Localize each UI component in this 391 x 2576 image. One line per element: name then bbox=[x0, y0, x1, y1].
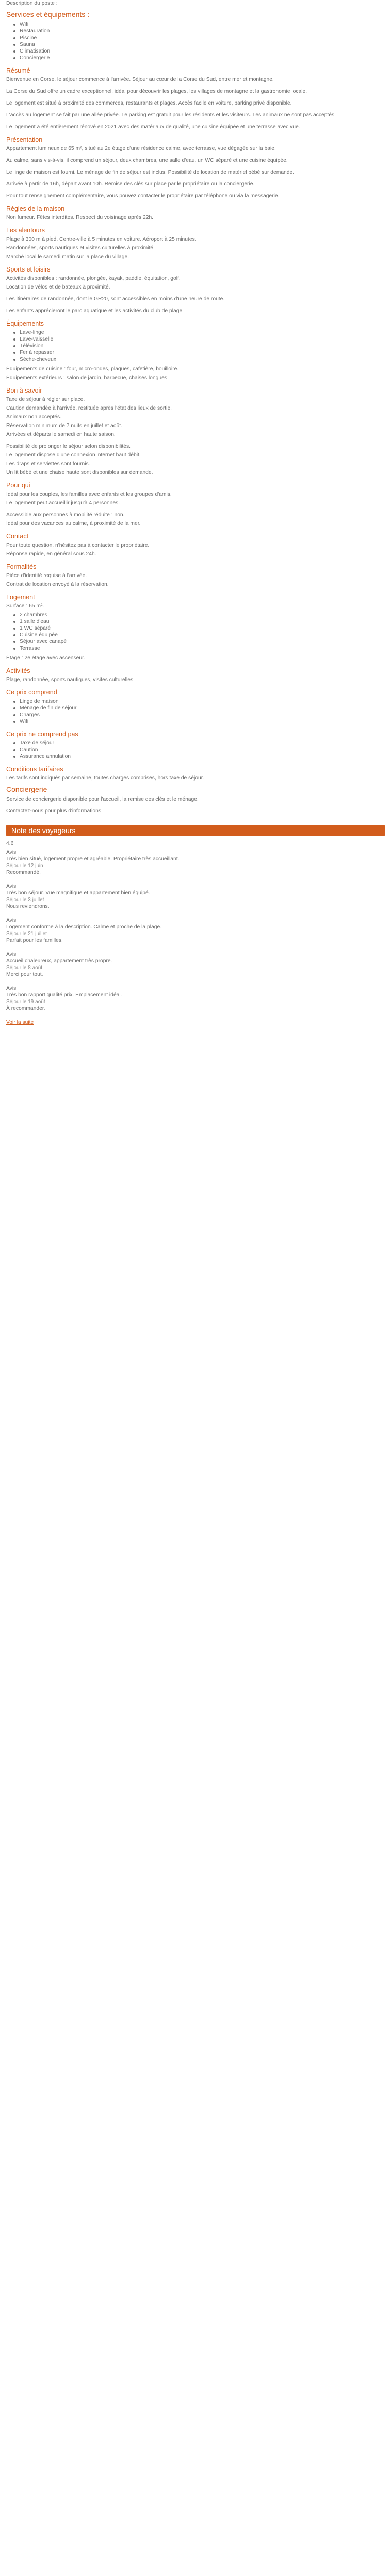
paragraph: Équipements extérieurs : salon de jardin, barbecue, chaises longues. bbox=[6, 375, 169, 381]
paragraph: Un lit bébé et une chaise haute sont disponibles sur demande. bbox=[6, 470, 153, 476]
review-date: Séjour le 8 août bbox=[6, 965, 43, 971]
paragraph: Taxe de séjour à régler sur place. bbox=[6, 397, 85, 402]
list-item: Linge de maison bbox=[13, 698, 385, 705]
ceprix-list bbox=[13, 698, 385, 725]
services-title: Services et équipements : bbox=[6, 10, 90, 19]
review-type: Avis bbox=[6, 918, 17, 923]
list-item: Restauration bbox=[13, 28, 385, 35]
list-item: 1 salle d'eau bbox=[13, 618, 385, 625]
paragraph: Le logement dispose d'une connexion internet haut débit. bbox=[6, 452, 141, 458]
paragraph: Service de conciergerie disponible pour l'accueil, la remise des clés et le ménage. bbox=[6, 796, 199, 802]
paragraph: L'accès au logement se fait par une allée privée. Le parking est gratuit pour les résidents et les visiteurs. Les animaux ne sont pas acceptés. bbox=[6, 112, 336, 118]
review-type: Avis bbox=[6, 952, 17, 957]
paragraph: Arrivée à partir de 16h, départ avant 10h. Remise des clés sur place par le propriétaire ou la conciergerie. bbox=[6, 181, 255, 187]
review-text: Accueil chaleureux, appartement très propre. bbox=[6, 958, 112, 964]
paragraph: Non fumeur. Fêtes interdites. Respect du voisinage après 22h. bbox=[6, 215, 154, 221]
paragraph: Le logement peut accueillir jusqu'à 4 personnes. bbox=[6, 500, 120, 506]
paragraph: Le logement est situé à proximité des commerces, restaurants et plages. Accès facile en voiture, parking privé disponible. bbox=[6, 100, 292, 106]
surroundings-title: Les alentours bbox=[6, 227, 45, 234]
list-item: Caution bbox=[13, 747, 385, 753]
review-type: Avis bbox=[6, 850, 17, 855]
conciergerie-title: Conciergerie bbox=[6, 785, 47, 793]
pourquoi-title: Pour qui bbox=[6, 482, 30, 489]
review-date: Séjour le 3 juillet bbox=[6, 897, 44, 903]
paragraph: Surface : 65 m². bbox=[6, 603, 44, 609]
page-content bbox=[6, 0, 385, 1026]
paragraph: Les itinéraires de randonnée, dont le GR20, sont accessibles en moins d'une heure de route. bbox=[6, 296, 225, 302]
non-compris-list bbox=[13, 740, 385, 760]
review-item bbox=[6, 883, 385, 910]
list-item: Sèche-cheveux bbox=[13, 356, 385, 363]
notes-header: Note des voyageurs bbox=[6, 825, 385, 836]
paragraph: Pour toute question, n'hésitez pas à contacter le propriétaire. bbox=[6, 543, 150, 548]
list-item: Assurance annulation bbox=[13, 753, 385, 760]
review-text: Très bon séjour. Vue magnifique et appartement bien équipé. bbox=[6, 890, 150, 896]
list-item: Terrasse bbox=[13, 645, 385, 652]
list-item: Wifi bbox=[13, 718, 385, 725]
paragraph: Les tarifs sont indiqués par semaine, toutes charges comprises, hors taxe de séjour. bbox=[6, 775, 204, 781]
paragraph: Équipements de cuisine : four, micro-ondes, plaques, cafetière, bouilloire. bbox=[6, 366, 179, 372]
list-item: Climatisation bbox=[13, 48, 385, 55]
paragraph: Idéal pour des vacances au calme, à proximité de la mer. bbox=[6, 521, 141, 527]
paragraph: Le linge de maison est fourni. Le ménage de fin de séjour est inclus. Possibilité de location de matériel bébé sur demande. bbox=[6, 170, 295, 175]
paragraph: Contactez-nous pour plus d'informations. bbox=[6, 808, 103, 814]
paragraph: Accessible aux personnes à mobilité réduite : non. bbox=[6, 512, 125, 518]
more-reviews-link[interactable]: Voir la suite bbox=[6, 1020, 34, 1025]
paragraph: Idéal pour les couples, les familles avec enfants et les groupes d'amis. bbox=[6, 492, 172, 497]
presentation-title: Présentation bbox=[6, 136, 43, 143]
rules-title: Règles de la maison bbox=[6, 205, 65, 212]
list-item: Charges bbox=[13, 711, 385, 718]
paragraph: Activités disponibles : randonnée, plongée, kayak, paddle, équitation, golf. bbox=[6, 276, 181, 281]
paragraph: Caution demandée à l'arrivée, restituée après l'état des lieux de sortie. bbox=[6, 405, 172, 411]
paragraph: La Corse du Sud offre un cadre exceptionnel, idéal pour découvrir les plages, les villages de montagne et la gastronomie locale. bbox=[6, 89, 307, 94]
bienvenue-title: Bon à savoir bbox=[6, 387, 42, 394]
review-item bbox=[6, 985, 385, 1012]
paragraph: Plage, randonnée, sports nautiques, visites culturelles. bbox=[6, 677, 135, 683]
list-item: Lave-linge bbox=[13, 329, 385, 336]
review-type: Avis bbox=[6, 884, 17, 889]
paragraph: Le logement a été entièrement rénové en 2021 avec des matériaux de qualité, une cuisine équipée et une terrasse avec vue. bbox=[6, 124, 300, 130]
review-item bbox=[6, 951, 385, 978]
paragraph: Contrat de location envoyé à la réservation. bbox=[6, 582, 109, 587]
list-item: Conciergerie bbox=[13, 55, 385, 61]
paragraph: Réservation minimum de 7 nuits en juillet et août. bbox=[6, 423, 122, 429]
tarifs-title: Conditions tarifaires bbox=[6, 766, 63, 773]
review-date: Séjour le 12 juin bbox=[6, 863, 43, 869]
notes-score: 4.6 bbox=[6, 841, 14, 846]
paragraph: Plage à 300 m à pied. Centre-ville à 5 minutes en voiture. Aéroport à 25 minutes. bbox=[6, 236, 197, 242]
paragraph: Location de vélos et de bateaux à proximité. bbox=[6, 284, 110, 290]
paragraph: Marché local le samedi matin sur la place du village. bbox=[6, 254, 129, 260]
list-item: Lave-vaisselle bbox=[13, 336, 385, 343]
reviews-list bbox=[6, 849, 385, 1012]
paragraph: Bienvenue en Corse, le séjour commence à l'arrivée. Séjour au cœur de la Corse du Sud, entre mer et montagne. bbox=[6, 77, 274, 82]
review-extra: Parfait pour les familles. bbox=[6, 938, 63, 943]
paragraph: Appartement lumineux de 65 m², situé au 2e étage d'une résidence calme, avec terrasse, vue dégagée sur la baie. bbox=[6, 146, 276, 151]
paragraph: Les draps et serviettes sont fournis. bbox=[6, 461, 90, 467]
review-item bbox=[6, 849, 385, 876]
review-text: Très bien situé, logement propre et agréable. Propriétaire très accueillant. bbox=[6, 856, 180, 862]
paragraph: Animaux non acceptés. bbox=[6, 414, 62, 420]
paragraph: Possibilité de prolonger le séjour selon disponibilités. bbox=[6, 444, 131, 449]
review-text: Logement conforme à la description. Calme et proche de la plage. bbox=[6, 924, 162, 930]
paragraph: Les enfants apprécieront le parc aquatique et les activités du club de plage. bbox=[6, 308, 184, 314]
list-item: Séjour avec canapé bbox=[13, 638, 385, 645]
accueil-title: Résumé bbox=[6, 67, 30, 74]
review-date: Séjour le 19 août bbox=[6, 999, 45, 1005]
sports-title: Sports et loisirs bbox=[6, 266, 51, 273]
paragraph: Pièce d'identité requise à l'arrivée. bbox=[6, 573, 87, 579]
services-list bbox=[13, 21, 385, 61]
paragraph: Pour tout renseignement complémentaire, vous pouvez contacter le propriétaire par téléphone ou via la messagerie. bbox=[6, 193, 280, 199]
review-extra: Recommandé. bbox=[6, 870, 41, 875]
paragraph: Arrivées et départs le samedi en haute saison. bbox=[6, 432, 116, 437]
list-item: Taxe de séjour bbox=[13, 740, 385, 747]
review-extra: Merci pour tout. bbox=[6, 972, 43, 977]
review-item bbox=[6, 917, 385, 944]
list-item: Sauna bbox=[13, 41, 385, 48]
equipment-title: Équipements bbox=[6, 320, 44, 327]
review-extra: À recommander. bbox=[6, 1006, 45, 1011]
intro-text: Description du poste : bbox=[6, 1, 58, 6]
paragraph: Réponse rapide, en général sous 24h. bbox=[6, 551, 96, 557]
list-item: Piscine bbox=[13, 35, 385, 41]
review-type: Avis bbox=[6, 986, 17, 991]
list-item: 1 WC séparé bbox=[13, 625, 385, 632]
list-item: Ménage de fin de séjour bbox=[13, 705, 385, 711]
logement-list bbox=[13, 612, 385, 652]
list-item: Cuisine équipée bbox=[13, 632, 385, 638]
paragraph: Au calme, sans vis-à-vis, il comprend un séjour, deux chambres, une salle d'eau, un WC séparé et une cuisine équipée. bbox=[6, 158, 288, 163]
review-extra: Nous reviendrons. bbox=[6, 904, 50, 909]
formalites-title: Formalités bbox=[6, 563, 37, 570]
paragraph: Randonnées, sports nautiques et visites culturelles à proximité. bbox=[6, 245, 155, 251]
activites-title: Activités bbox=[6, 667, 30, 674]
review-text: Très bon rapport qualité prix. Emplacement idéal. bbox=[6, 992, 122, 998]
non-compris-title: Ce prix ne comprend pas bbox=[6, 731, 78, 738]
logement-title: Logement bbox=[6, 594, 35, 601]
equipment-list bbox=[13, 329, 385, 363]
list-item: Wifi bbox=[13, 21, 385, 28]
ceprix-title: Ce prix comprend bbox=[6, 689, 57, 696]
review-date: Séjour le 21 juillet bbox=[6, 931, 47, 937]
paragraph: Étage : 2e étage avec ascenseur. bbox=[6, 655, 85, 661]
contact-title: Contact bbox=[6, 533, 29, 540]
list-item: 2 chambres bbox=[13, 612, 385, 618]
list-item: Fer à repasser bbox=[13, 349, 385, 356]
list-item: Télévision bbox=[13, 343, 385, 349]
